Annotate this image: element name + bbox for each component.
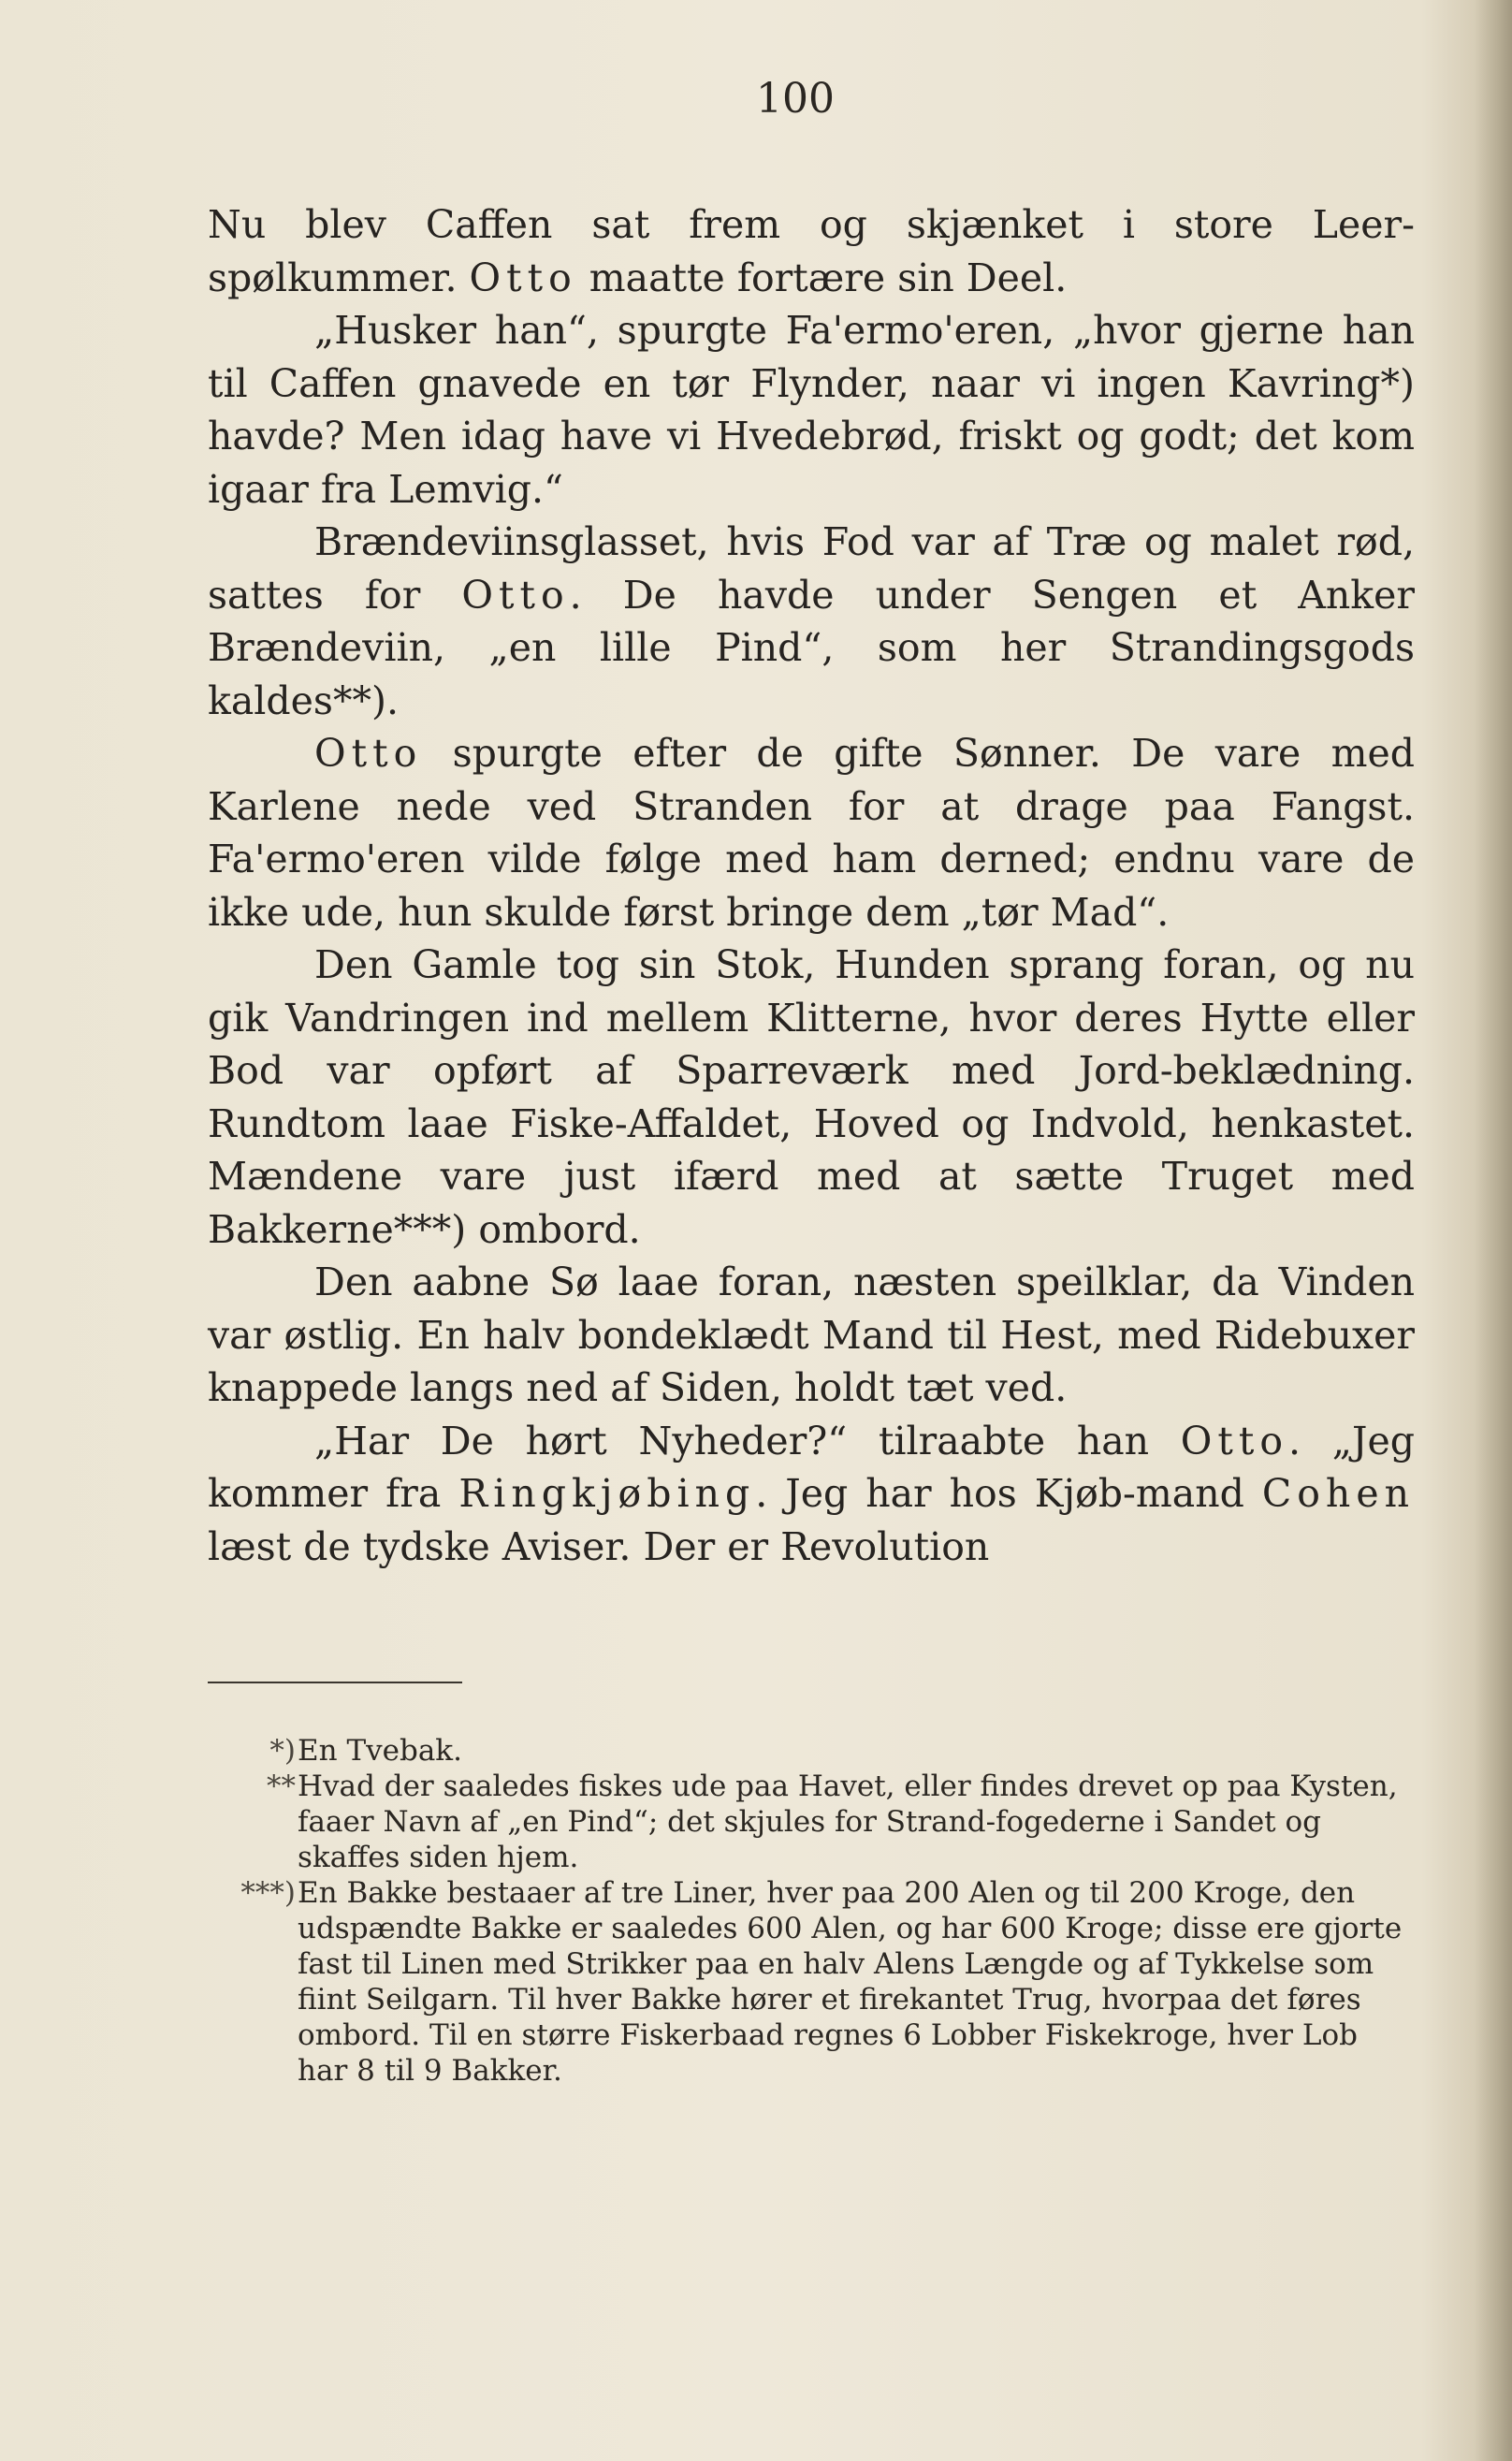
paragraph xyxy=(208,727,1415,939)
page-number: 100 xyxy=(756,75,835,123)
text-run: læst de tydske Aviser. Der er Revolution xyxy=(208,1523,990,1569)
paragraph xyxy=(208,304,1415,516)
footnote-mark: ** xyxy=(267,1769,296,1803)
spaced-name: Otto xyxy=(461,572,570,618)
text-run: spurgte efter de gifte Sønner. De vare med Karlene nede ved Stranden for at drage paa Fangst. Fa'ermo'eren vilde følge med ham derned; endnu vare de ikke ude, hun skulde først bringe dem „tør Mad“. xyxy=(208,731,1415,935)
spaced-name: Cohen xyxy=(1261,1471,1415,1516)
spaced-name: Ringkjøbing xyxy=(458,1471,756,1516)
text-run: Nu blev Caffen sat frem og skjænket i store Leer-spølkummer. xyxy=(208,202,1415,300)
footnote xyxy=(208,1875,1415,2089)
footnote-mark: ***) xyxy=(240,1876,296,1910)
spaced-name: Otto xyxy=(1180,1418,1289,1463)
text-run: . Jeg har hos Kjøb-mand xyxy=(755,1471,1262,1516)
text-run: maatte fortære sin Deel. xyxy=(576,255,1068,300)
paragraph xyxy=(208,198,1415,304)
paragraph xyxy=(208,1415,1415,1574)
text-run: „Husker han“, spurgte Fa'ermo'eren, „hvor gjerne han til Caffen gnavede en tør Flynder, naar vi ingen Kavring*) havde? Men idag have vi Hvedebrød, friskt og godt; det kom igaar fra Lemvig.“ xyxy=(208,308,1415,512)
footnote-text: En Tvebak. xyxy=(298,1734,462,1768)
page-edge-shadow xyxy=(1475,0,1512,2461)
paragraph xyxy=(208,1256,1415,1415)
text-run: Den aabne Sø laae foran, næsten speilklar, da Vinden var østlig. En halv bondeklædt Mand til Hest, med Ridebuxer knappede langs ned af Siden, holdt tæt ved. xyxy=(208,1260,1415,1410)
footnote-text: En Bakke bestaaer af tre Liner, hver paa 200 Alen og til 200 Kroge, den udspændte Bakke er saaledes 600 Alen, og har 600 Kroge; disse ere gjorte fast til Linen med Strikker paa en halv Alens Længde og af Tykkelse som fiint Seilgarn. Til hver Bakke hører et firekantet Trug, hvorpaa det føres ombord. Til en større Fiskerbaad regnes 6 Lobber Fiskekroge, hver Lob har 8 til 9 Bakker. xyxy=(298,1876,1403,2088)
text-run: Den Gamle tog sin Stok, Hunden sprang foran, og nu gik Vandringen ind mellem Klitterne, hvor deres Hytte eller Bod var opført af Sparreværk med Jord-beklædning. Rundtom laae Fiske-Affaldet, Hoved og Indvold, henkastet. Mændene vare just ifærd med at sætte Truget med Bakkerne***) ombord. xyxy=(208,942,1415,1252)
text-run: . „Jeg kommer fra xyxy=(208,1418,1415,1516)
text-run: . De havde under Sengen et Anker Brændeviin, „en lille Pind“, som her Strandingsgods kaldes**). xyxy=(208,572,1415,723)
paragraph xyxy=(208,939,1415,1256)
main-text xyxy=(208,198,1415,1573)
text-run: „Har De hørt Nyheder?“ tilraabte han xyxy=(314,1418,1181,1463)
spaced-name: Otto xyxy=(314,731,423,776)
text-run: Brændeviinsglasset, hvis Fod var af Træ og malet rød, sattes for xyxy=(208,519,1415,618)
footnote-divider xyxy=(208,1682,462,1683)
footnotes xyxy=(208,1733,1415,2089)
footnote-mark: *) xyxy=(269,1734,296,1768)
footnote xyxy=(208,1733,1415,1769)
spaced-name: Otto xyxy=(469,255,577,300)
footnote xyxy=(208,1769,1415,1875)
paragraph xyxy=(208,516,1415,727)
footnote-text: Hvad der saaledes fiskes ude paa Havet, eller findes drevet op paa Kysten, faaer Navn af „en Pind“; det skjules for Strand-fogederne i Sandet og skaffes siden hjem. xyxy=(298,1769,1398,1874)
